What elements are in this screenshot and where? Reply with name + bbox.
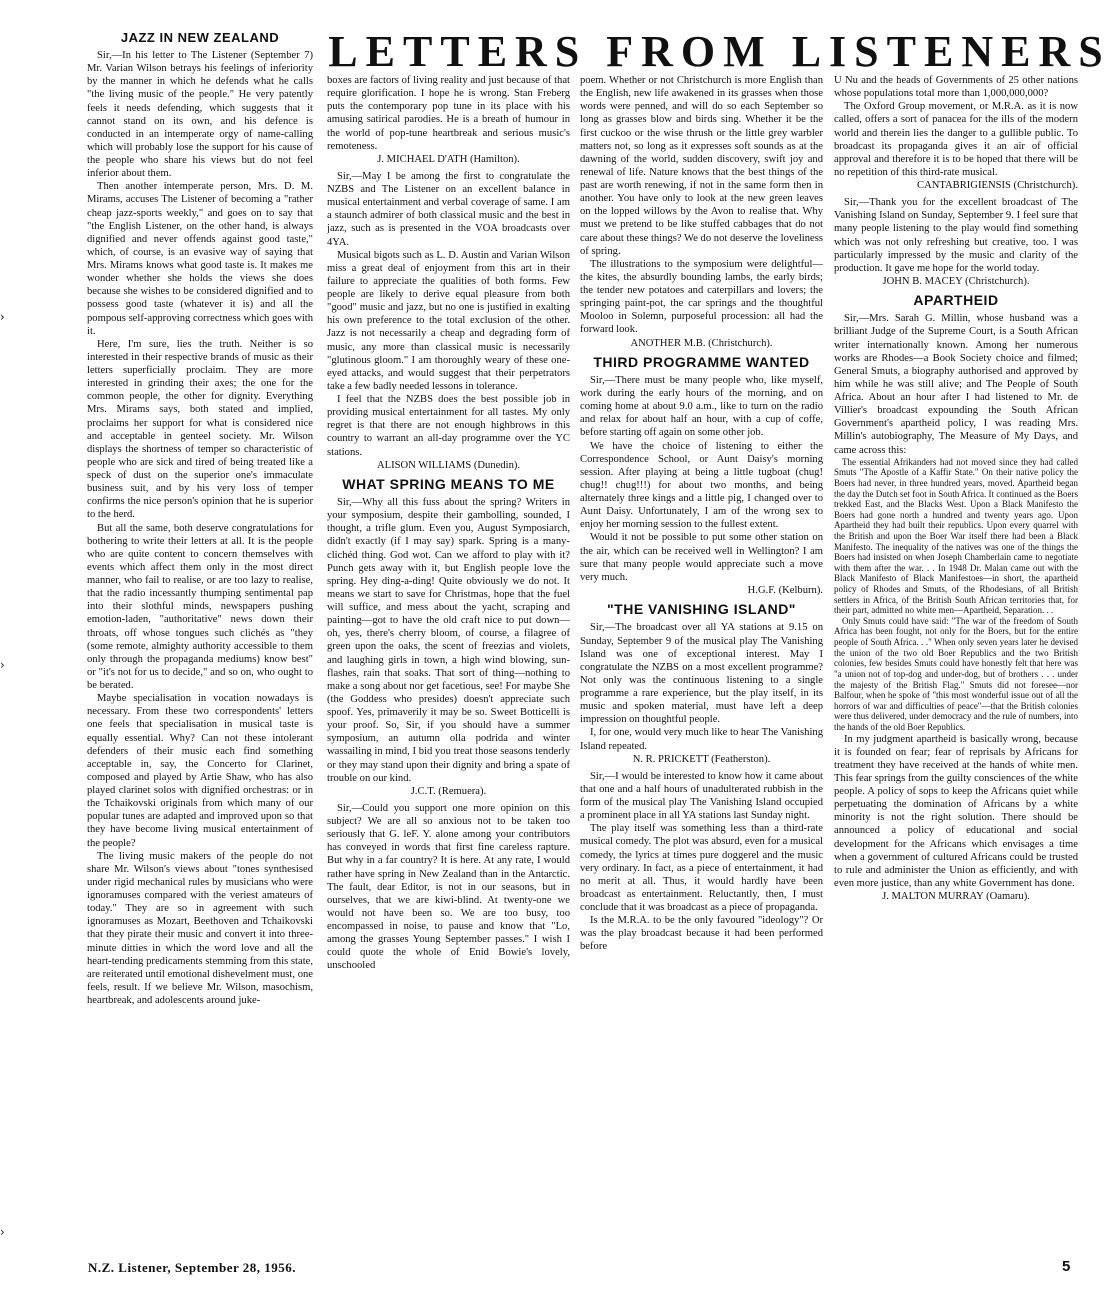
paragraph: The Oxford Group movement, or M.R.A. as it is now called, offers a sort of panacea for the ills of the modern world and therein lies the danger to a gullible public. To broadcast its propaganda gives it an air of official approval and therefore it is to be hoped that there will be no repetition of this third-rate musical. bbox=[834, 101, 1078, 178]
signature-williams: ALISON WILLIAMS (Dunedin). bbox=[376, 459, 521, 471]
masthead-title: LETTERS FROM LISTENERS bbox=[328, 27, 1111, 76]
col4-quote bbox=[834, 457, 1078, 733]
paragraph: In my judgment apartheid is basically wrong, because it is founded on fear; fear of reprisals by Africans for treatment they have received at the hands of white men. This fear springs from the guilty consciences of the white people. A policy of sops to keep the Africans quiet while perpetuating the domination of Africans by a white minority is not the right solution. There should be announced a policy of educational and social development for the Africans which envisages a time when a government of cultured Africans could be trusted to rule and administer the Union as efficiently, and with even more justice, than any white Government has done. bbox=[834, 733, 1078, 889]
footer-publication-date: N.Z. Listener, September 28, 1956. bbox=[88, 1260, 297, 1275]
paragraph: Sir,—In his letter to The Listener (September 7) Mr. Varian Wilson betrays his feelings of inferiority by the manner in which he defends what he calls "the living music of the people." He very patently feels it needs defending, which suggests that it cannot stand on its own, and his defence is conducted in an intemperate orgy of name-calling which will probably lose the support for his cause of the people who share his views but do not feel inferior about them. bbox=[87, 50, 313, 180]
footer-page-number: 5 bbox=[1062, 1258, 1071, 1275]
heading-what-spring-means: WHAT SPRING MEANS TO ME bbox=[342, 475, 555, 492]
col3-paragraphs-d bbox=[580, 770, 823, 954]
col2-paragraphs-d bbox=[327, 802, 570, 973]
col4-paragraphs-b bbox=[834, 196, 1078, 275]
paragraph: The play itself was something less than a third-rate musical comedy. The plot was absurd, even for a musical comedy, the lyrics at times pure doggerel and the music very ordinary. In fact, as a piece of entertainment, it had no merit at all. Thus, it would hardly have been broadcast as entertainment. Reluctantly, then, I must conclude that it was broadcast as a piece of propaganda. bbox=[580, 823, 823, 914]
signature-prickett: N. R. PRICKETT (Featherston). bbox=[632, 753, 771, 765]
paragraph: Sir,—Could you support one more opinion on this subject? We are all so anxious not to be taken too seriously that G. leF. Y. alone among your contributors has conveyed in words that first fine careless rapture. But why in a far country? It is here. At any rate, I would rather have spring in New Zealand than in the Antarctic. The fault, dear Editor, is not in our seasons, but in ourselves, that we are kiwi-blind. At twenty-one we would not have been so. We are too busy, too encompassed in noise, to pause and know that "Lo, among the grasses Young September passes." I wish I could quote the whole of Enid Bowie's lovely, unschooled bbox=[327, 802, 570, 972]
heading-jazz-in-new-zealand: JAZZ IN NEW ZEALAND bbox=[120, 30, 280, 45]
heading-vanishing-island: "THE VANISHING ISLAND" bbox=[607, 601, 796, 618]
paragraph: The essential Afrikanders had not moved since they had called Smuts "The Apostle of a Kaffir State." On their native policy the Boers had never, in three hundred years, moved. Apartheid began the day the Dutch set foot in South Africa. It continued as the Boers trekked East, and the Blacks West. Upon a Black Manifesto the Boers had gone north a hundred and twenty years ago. Upon Apartheid they had built their republics. Upon every quarrel with the British and upon the Boer War itself there had been a Black Manifesto. The inequality of the natives was one of the things the Boers had insisted on when Joseph Chamberlain came to negotiate with them after the war. . . In 1948 Dr. Malan came out with the Black Manifesto of Black Manifestoes—in short, the apartheid policy of Rhodes and Smuts, of the Rhodesians, of all British settlers in Africa, of the British South African territories that, for their part, admitted no white men—Apartheid, Separation. . . bbox=[834, 456, 1078, 616]
col1-paragraphs bbox=[87, 49, 313, 1007]
col4-paragraphs-d bbox=[834, 733, 1078, 891]
paragraph: Sir,—The broadcast over all YA stations at 9.15 on Sunday, September 9 of the musical play The Vanishing Island was one of exceptional interest. May I congratulate the NZBS on a most excellent programme? Not only was the continuous listening to a single programme a rare experience, but the play itself, in its music and spoken material, must have left a deep impression on thoughtful people. bbox=[580, 622, 823, 726]
signature-jct: J.C.T. (Remuera). bbox=[410, 785, 487, 797]
signature-cantabrigiensis: CANTABRIGIENSIS (Christchurch). bbox=[917, 180, 1078, 191]
paragraph: Sir,—Thank you for the excellent broadcast of The Vanishing Island on Sunday, September 9. I feel sure that many people listening to the play would find something which was not only refreshing but creative, too. I was particularly impressed by the music and clarity of the production. It gave me hope for the world today. bbox=[834, 197, 1078, 274]
heading-third-programme: THIRD PROGRAMME WANTED bbox=[593, 353, 810, 370]
col3-paragraphs-b bbox=[580, 374, 823, 584]
paragraph: Musical bigots such as L. D. Austin and Varian Wilson miss a great deal of enjoyment from this art in their failure to appreciate the qualities of both forms. Few people are likely to derive equal pleasure from both "good" music and jazz, but no one is justified in exalting his own preference to the total exclusion of the other. Jazz is not necessarily a cheap and degrading form of music, any more than classical music is necessarily "glutinous gloom." I am thoroughly weary of these one-eyed attacks, and would suggest that their perpetrators take a few badly needed lessons in tolerance. bbox=[327, 249, 570, 392]
paragraph: Is the M.R.A. to be the only favoured "ideology"? Or was the play broadcast because it had been performed before bbox=[580, 915, 823, 953]
margin-arrow-icon: › bbox=[0, 1225, 5, 1239]
signature-macey: JOHN B. MACEY (Christchurch). bbox=[882, 275, 1030, 287]
col2-paragraphs-a bbox=[327, 74, 570, 153]
column-2 bbox=[327, 74, 570, 1250]
paragraph: boxes are factors of living reality and just because of that require glorification. I hope he is wrong. Stan Freberg puts the contemporary pop tune in its place with his amusing satirical parodies. He is a breath of humour in the world of pop-tune heartbreak and serious music's remoteness. bbox=[327, 75, 570, 152]
column-3 bbox=[580, 74, 823, 1250]
column-4 bbox=[834, 74, 1078, 1250]
paragraph: I, for one, would very much like to hear The Vanishing Island repeated. bbox=[580, 727, 823, 752]
col2-paragraphs-c bbox=[327, 496, 570, 785]
paragraph: Only Smuts could have said: "The war of the freedom of South Africa has been fought, not only for the Boers, but for the entire people of South Africa. . ." When only seven years later he devised the union of the two old Boer Republics and the two British colonies, few besides Smuts could have honestly felt that here was "a union not of top-dog and under-dog, but of brothers . . . under the majesty of the British Flag." Smuts did not foresee—nor Balfour, when he spoke of "this most wonderful issue out of all the horrors of war and difficulties of peace"—that the British colonies were thus delivered, under democracy and the rule of numbers, into the hands of the old Boer Republics. bbox=[834, 615, 1078, 732]
paragraph: Would it not be possible to put some other station on the air, which can be received well in Wellington? I am sure that many people would appreciate such a move very much. bbox=[580, 532, 823, 583]
col3-paragraphs-a bbox=[580, 74, 823, 337]
paragraph: Maybe specialisation in vocation nowadays is necessary. From these two correspondents' letters one feels that specialisation in musical taste is equally essential. Why? Can not these intolerant defenders of their music each find something acceptable in, say, the Concerto for Clarinet, composed and played by Artie Shaw, who has also played clarinet solos with dignified orchestras: or in the Tchaikovski originals from which many of our popular tunes are adapted and improved upon so that they have become living musical entertainment of the people? bbox=[87, 693, 313, 849]
paragraph: Then another intemperate person, Mrs. D. M. Mirams, accuses The Listener of becoming a "rather cheap jazz-sports weekly," and goes on to say that "the English Listener, on the other hand, is always dignified and never offends against good taste," which, of course, is an evasive way of saying that Mrs. Mirams knows what good taste is. It makes me wonder whether she holds the views she does because she wishes to be considered dignified and to possess good taste (whatever it is) and all the pompous self-approving correctness which goes with it. bbox=[87, 181, 313, 337]
paragraph: But all the same, both deserve congratulations for bothering to write their letters at all. It is the people who are quite content to concern themselves with events which affect them only in the most direct manner, who fail to realise, or are too lazy to realise, that the radio incessantly thumping sentimental pap into their slothful minds, newspapers pushing emotion-laden, "authoritative" news down their throats, off whose tongues such clichés as "they (some remote, almighty authority accessible to them only through the propaganda mediums) know best" or "it's not for us to decide," and so on, who ought to be berated. bbox=[87, 522, 313, 692]
margin-arrow-icon: › bbox=[0, 310, 5, 324]
paragraph: poem. Whether or not Christchurch is more English than the English, new life awakened in its grasses when those words were penned, and will do so each September so long as grasses blow and birds sing. Whether it be the first cuckoo or the wise thrush or the little grey warbler matters not, so long as it expresses soft sounds as at the dawning of the world, sudden discovery, swift joy and renewal of life. Nature knows that the best things of the past are worth renewing, if not in the same form then in another. You have only to look at the new green leaves on the lopped willows by the Avon to realise that. Why must we pretend to be like stuffed cabbages that do not care about these things? We do not deserve the loveliness of spring. bbox=[580, 75, 823, 257]
signature-another-mb: ANOTHER M.B. (Christchurch). bbox=[630, 337, 773, 349]
paragraph: Sir,—Mrs. Sarah G. Millin, whose husband was a brilliant Judge of the Supreme Court, is a South African writer internationally known. Among her numerous works are Rhodes—a Book Society choice and filmed; General Smuts, a biography authorised and approved by him while he was still alive; and The People of South Africa. About an hour after I had listened to Mr. de Villier's broadcast expounding the South African Government's apartheid policy, I was reading Mrs. Millin's autobiography, The Measure of My Days, and came across this: bbox=[834, 313, 1078, 456]
paragraph: Sir,—There must be many people who, like myself, work during the early hours of the morning, and on coming home at about 9.0 a.m., like to turn on the radio and relax for about half an hour, with a cup of coffe, before starting off again on some other job. bbox=[580, 374, 823, 439]
paragraph: Sir,—Why all this fuss about the spring? Writers in your symposium, despite their gambolling, sounded, I thought, a trifle glum. Even you, August Symposiarch, didn't exactly (if I may say) spark. Spring is a many-clichéd thing. God wot. Can we afford to play with it? Punch gets away with it, but English people love the spring. Hey ding-a-ding! Quite obviously we do not. It means we start to save for Christmas, hope that the fuel will suffice, and mess about the yacht, scraping and painting—got to have the old craft nice to put down—oh, yes, there's cherry bloom, of course, a filagree of green upon the oaks, the scent of freezias and violets, and laughing girls in town, a high wind blowing, sun-flashes, rain that soaks. That sort of thing—nothing to make a song about nor get facetious, see! For maybe She (the Goddess who presides) doesn't appreciate such spoof. Yes, primaverily it may be so. Sweet Botticelli is your proof. So, Sir, if you should have a summer symposium, an autumn olla podrida and winter wassailing in mind, I bid you treat those seasons tenderly or they may stand upon their dignity and bring a spate of trouble on our kind. bbox=[327, 497, 570, 784]
col4-paragraphs-a bbox=[834, 74, 1078, 179]
signature-dath: J. MICHAEL D'ATH (Hamilton). bbox=[377, 153, 520, 165]
paragraph: The living music makers of the people do not share Mr. Wilson's views about "tones synthesised under rigid mechanical rules by musicians who were ignoramuses compared with the veriest amateurs of today." They are so in agreement with such ignoramuses as Mozart, Beethoven and Tchaikovski that they pirate their music and convert it into three-minute ditties in which the word love and all the heart-tending predicaments stemming from this state, are reiterated until emotional dishevelment must, one feels, result. If we believe Mr. Wilson, masochism, heartbreak, and adolescents around juke- bbox=[87, 850, 313, 1007]
col2-paragraphs-b bbox=[327, 170, 570, 459]
signature-hgf: H.G.F. (Kelburn). bbox=[747, 584, 823, 596]
margin-arrow-icon: › bbox=[0, 658, 5, 672]
paragraph: I feel that the NZBS does the best possible job in providing musical entertainment for all tastes. My only regret is that there are not enough highbrows in this country to warrant an all-day programme over the YC stations. bbox=[327, 394, 570, 458]
paragraph: U Nu and the heads of Governments of 25 other nations whose populations total more than 1,000,000,000? bbox=[834, 75, 1078, 100]
paragraph: Sir,—I would be interested to know how it came about that one and a half hours of unadulterated rubbish in the form of the musical play The Vanishing Island occupied a prominent place in all YA stations last Sunday night. bbox=[580, 770, 823, 822]
paragraph: The illustrations to the symposium were delightful—the kites, the absurdly bounding lambs, the early birds; the tender new potatoes and caterpillars and lovers; the springing paint-pot, the car springs and the thoughtful Mooloo in Solemn, purposeful procession: all had the forward look. bbox=[580, 258, 823, 336]
col3-paragraphs-c bbox=[580, 621, 823, 752]
col4-paragraphs-c bbox=[834, 312, 1078, 456]
signature-murray: J. MALTON MURRAY (Oamaru). bbox=[882, 891, 1030, 903]
paragraph: We have the choice of listening to either the Correspondence School, or Aunt Daisy's morning session. After playing at being a little tugboat (chug! chug!! chug!!!) for about two months, and being alternately three kings and a little pig, I changed over to Aunt Daisy. Unfortunately, I am of the wrong sex to enjoy her morning session to the fullest extent. bbox=[580, 440, 823, 531]
paragraph: Here, I'm sure, lies the truth. Neither is so interested in their respective brands of music as their letters superficially proclaim. They are more interested in grinding their axes; the one for the common people, the other for dignity. Everything Mrs. Mirams says, both stated and implied, proclaims her support for what is considered nice and acceptable in genteel society. Mr. Wilson displays the shortness of temper so characteristic of people who are sick and tired of being treated like a speck of dust on the superior one's immaculate business suit, and by his very loss of temper confirms the nice person's opinion that he is superior to the herd. bbox=[87, 338, 313, 521]
column-1 bbox=[87, 28, 313, 1250]
paragraph: Sir,—May I be among the first to congratulate the NZBS and The Listener on an excellent balance in musical entertainment and verbal coverage of same. I am a staunch admirer of both classical music and the best in jazz, such as is presented in the VOA broadcasts over 4YA. bbox=[327, 170, 570, 248]
heading-apartheid: APARTHEID bbox=[913, 292, 999, 308]
